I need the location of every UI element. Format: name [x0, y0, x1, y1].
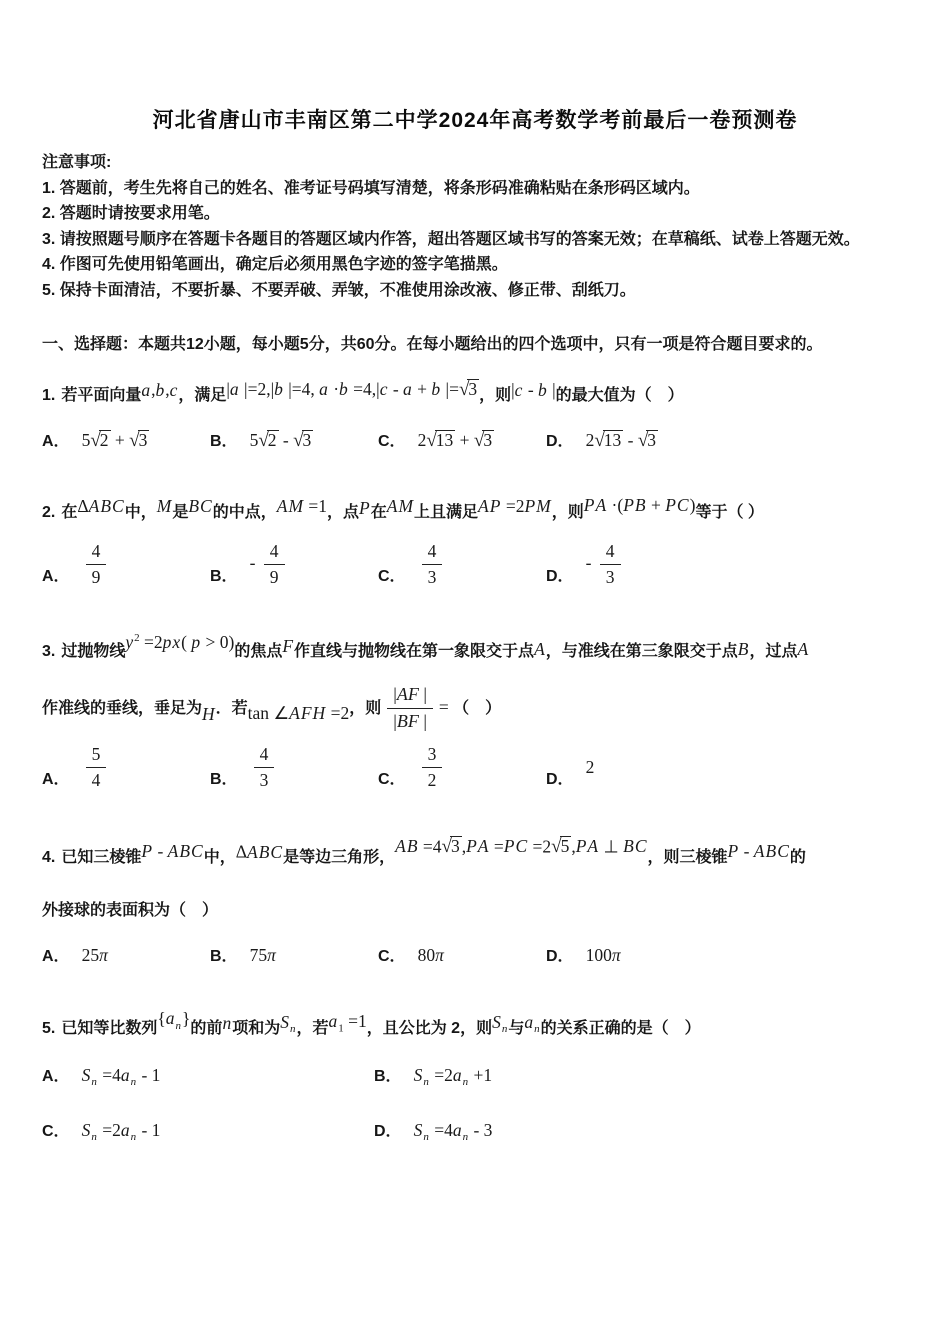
notice-list — [42, 176, 908, 304]
question-number: 3. — [42, 643, 56, 661]
option-label: C． — [378, 433, 406, 451]
question-stem-text: 若平面向量a,b,c，满足|a |=2,|b |=4, a ·b =4,|c - a + b |=√3 ，则|c - b |的最大值为（ ） — [61, 379, 684, 405]
option-item — [210, 744, 378, 791]
option-content: $\frac{4}{3}$ — [250, 744, 279, 791]
option-item — [42, 541, 210, 588]
question-stem-text: 已知等比数列$\{a_n\}$的前n项和为$S_n$，若$a_1 =1$，且公比为 2，则$S_n$与$a_n$的关系正确的是（ ） — [61, 1008, 701, 1037]
option-label: D． — [546, 771, 574, 789]
option-item — [378, 744, 546, 791]
option-content: 80π — [417, 945, 444, 966]
question-number: 2. — [42, 504, 56, 522]
option-item — [42, 428, 210, 453]
option-item — [546, 541, 625, 588]
option-content: $\frac{4}{3}$ — [418, 541, 447, 588]
option-label: D． — [546, 433, 574, 451]
question-stem-text: 作准线的垂线，垂足为H．若tan ∠AFH =2，则 $\frac{|AF |}{|BF |}$ = （ ） — [42, 684, 502, 731]
question-number: 4. — [42, 849, 56, 867]
question-number: 5. — [42, 1019, 56, 1037]
option-content: $S_n =2a_n +1$ — [413, 1064, 493, 1089]
option-item — [546, 943, 622, 968]
option-label: D． — [546, 948, 574, 966]
option-label: B． — [210, 771, 238, 789]
option-content: $S_n =2a_n - 1$ — [81, 1119, 161, 1144]
notice-item: 3. 请按照题号顺序在答题卡各题目的答题区域内作答，超出答题区域书写的答案无效；在草稿纸、试卷上答题无效。 — [42, 230, 860, 248]
question-stem-text: 过抛物线$y^2 =2px$( p > 0)的焦点F作直线与抛物线在第一象限交于点A，与准线在第三象限交于点B，过点A — [61, 632, 809, 661]
option-content: $\frac{5}{4}$ — [82, 744, 111, 791]
notice-section — [42, 150, 908, 303]
question-5-stem — [42, 1000, 908, 1047]
option-content: 75π — [249, 945, 276, 966]
option-item — [42, 744, 210, 791]
option-item — [42, 943, 210, 968]
question-3-stem-line2 — [42, 684, 908, 734]
notice-item: 4. 作图可先使用铅笔画出，确定后必须用黑色字迹的签字笔描黑。 — [42, 256, 508, 273]
option-content: 2√13 - √3 — [585, 429, 657, 451]
option-label: A． — [42, 948, 70, 966]
option-content: 5√2 - √3 — [249, 429, 312, 451]
option-content: 5√2 + √3 — [81, 429, 148, 451]
option-item — [378, 541, 546, 588]
option-item — [42, 1118, 374, 1143]
option-content: 25π — [81, 945, 108, 966]
question-1-options — [42, 428, 908, 453]
question-5-options — [42, 1063, 908, 1143]
notice-item: 2. 答题时请按要求用笔。 — [42, 205, 220, 222]
question-1-stem — [42, 371, 908, 414]
option-label: B． — [210, 568, 238, 586]
option-content: 2 — [585, 757, 595, 778]
question-3-options — [42, 744, 908, 791]
question-4-stem — [42, 825, 908, 879]
question-4 — [42, 825, 908, 968]
page-title: 河北省唐山市丰南区第二中学2024年高考数学考前最后一卷预测卷 — [152, 109, 798, 132]
option-label: C． — [378, 771, 406, 789]
option-item — [374, 1063, 492, 1088]
question-5 — [42, 1000, 908, 1143]
option-label: B． — [374, 1067, 402, 1085]
option-item — [546, 744, 594, 791]
option-item — [378, 943, 546, 968]
section-header: 一、选择题：本题共12小题，每小题5分，共60分。在每小题给出的四个选项中，只有一项是符合题目要求的。 — [42, 336, 823, 353]
question-2-options — [42, 541, 908, 588]
option-item — [42, 1063, 374, 1088]
option-content: $S_n =4a_n - 3$ — [413, 1119, 493, 1144]
option-item — [546, 428, 658, 453]
option-label: A． — [42, 568, 70, 586]
question-1 — [42, 371, 908, 453]
option-content: 2√13 + √3 — [417, 429, 493, 451]
option-label: C． — [378, 948, 406, 966]
option-label: D． — [374, 1122, 402, 1140]
option-label: D． — [546, 568, 574, 586]
option-content: $\frac{3}{2}$ — [418, 744, 447, 791]
option-label: B． — [210, 948, 238, 966]
question-stem-text: 在ΔABC中，M是BC的中点，AM =1，点P在AM上且满足AP =2PM，则PA ·(PB + PC)等于（ ） — [61, 495, 764, 522]
question-4-options — [42, 943, 908, 968]
question-3 — [42, 624, 908, 791]
option-item — [378, 428, 546, 453]
question-2-stem — [42, 487, 908, 531]
option-label: B． — [210, 433, 238, 451]
option-content: $\frac{4}{9}$ — [82, 541, 111, 588]
option-item — [210, 943, 378, 968]
notice-item: 1. 答题前，考生先将自己的姓名、准考证号码填写清楚，将条形码准确粘贴在条形码区域内。 — [42, 179, 700, 197]
option-content: 100π — [585, 945, 621, 966]
question-stem-text: 已知三棱锥P - ABC中，ΔABC是等边三角形，AB =4√3 ,PA =PC =2√5 ,PA ⊥ BC，则三棱锥P - ABC的 — [61, 836, 806, 867]
option-content: - $\frac{4}{3}$ — [586, 541, 625, 588]
option-item — [210, 428, 378, 453]
option-item — [374, 1118, 492, 1143]
option-label: A． — [42, 433, 70, 451]
question-stem-text: 外接球的表面积为（ ） — [42, 902, 219, 920]
notice-heading: 注意事项: — [42, 154, 112, 171]
option-label: A． — [42, 771, 70, 789]
option-label: C． — [378, 568, 406, 586]
question-number: 1. — [42, 387, 56, 405]
option-content: $S_n =4a_n - 1$ — [81, 1064, 161, 1089]
option-label: A． — [42, 1067, 70, 1085]
question-2 — [42, 487, 908, 588]
option-label: C． — [42, 1122, 70, 1140]
question-3-stem — [42, 624, 908, 670]
question-4-stem-line2 — [42, 893, 908, 929]
notice-item: 5. 保持卡面清洁，不要折暴、不要弄破、弄皱，不准使用涂改液、修正带、刮纸刀。 — [42, 281, 636, 299]
option-content: - $\frac{4}{9}$ — [250, 541, 289, 588]
option-item — [210, 541, 378, 588]
